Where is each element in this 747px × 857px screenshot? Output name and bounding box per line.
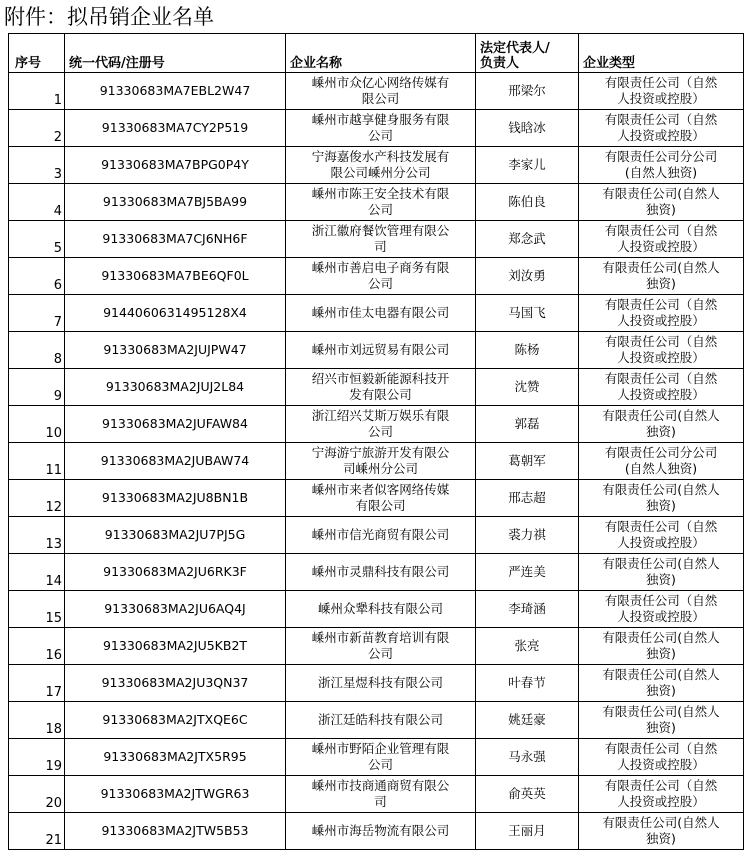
row-type: [579, 332, 744, 369]
row-name-line: 公司: [367, 646, 393, 661]
row-type: [579, 480, 744, 517]
row-type-line: 有限责任公司(自然人: [602, 815, 720, 830]
row-type-line: 有限责任公司(自然人: [602, 630, 720, 645]
row-name: [286, 591, 476, 628]
row-name-line: 嵊州市海岳物流有限公司: [311, 823, 450, 838]
row-no: 16: [9, 628, 65, 665]
row-type-line: 有限责任公司（自然: [604, 75, 718, 90]
row-rep: 王丽月: [476, 813, 579, 850]
row-code: 91330683MA2JTW5B53: [65, 813, 286, 850]
row-name-line: 嵊州市刘远贸易有限公司: [311, 342, 450, 357]
row-type-line: 独资): [646, 646, 676, 661]
row-no: 18: [9, 702, 65, 739]
row-type-line: 有限责任公司(自然人: [602, 482, 720, 497]
row-rep: 叶春节: [476, 665, 579, 702]
row-no: 13: [9, 517, 65, 554]
table-row: [9, 628, 744, 665]
row-rep: 邢志超: [476, 480, 579, 517]
row-type: [579, 554, 744, 591]
row-no: 7: [9, 295, 65, 332]
row-name-line: 嵊州市信光商贸有限公司: [311, 527, 450, 542]
row-name-line: 司: [374, 239, 387, 254]
row-rep: 邢梁尔: [476, 73, 579, 110]
row-name: [286, 369, 476, 406]
row-type-line: 有限责任公司分公司: [604, 149, 718, 164]
row-no: 2: [9, 110, 65, 147]
row-name: [286, 406, 476, 443]
table-row: [9, 258, 744, 295]
row-name-line: 绍兴市恒毅新能源科技开: [311, 371, 450, 386]
table-row: [9, 332, 744, 369]
row-no: 17: [9, 665, 65, 702]
table-row: [9, 665, 744, 702]
row-type: [579, 258, 744, 295]
row-code: 91330683MA7BPG0P4Y: [65, 147, 286, 184]
row-no: 1: [9, 73, 65, 110]
table-header-row: [9, 34, 744, 73]
row-name: [286, 73, 476, 110]
row-rep: 李琦涵: [476, 591, 579, 628]
table-row: [9, 554, 744, 591]
row-name-line: 浙江廷皓科技有限公司: [317, 712, 443, 727]
row-name-line: 有限公司: [355, 498, 406, 513]
row-rep: 葛朝军: [476, 443, 579, 480]
row-type-line: 人投资或控股）: [617, 387, 705, 402]
row-rep: 陈杨: [476, 332, 579, 369]
row-type: [579, 221, 744, 258]
row-name-line: 嵊州市众亿心网络传媒有: [311, 75, 450, 90]
row-name-line: 公司: [367, 276, 393, 291]
row-name-line: 宁海游宁旅游开发有限公: [311, 445, 450, 460]
row-no: 9: [9, 369, 65, 406]
row-type-line: 人投资或控股）: [617, 128, 705, 143]
header-rep-line1: 法定代表人/: [480, 41, 550, 56]
row-type: [579, 776, 744, 813]
row-code: 91330683MA2JU6RK3F: [65, 554, 286, 591]
header-code: 统一代码/注册号: [65, 34, 286, 73]
row-name-line: 浙江徽府餐饮管理有限公: [311, 223, 450, 238]
row-code: 91330683MA7BJ5BA99: [65, 184, 286, 221]
row-type-line: 独资): [646, 831, 676, 846]
row-type: [579, 73, 744, 110]
row-name: [286, 628, 476, 665]
row-name: [286, 665, 476, 702]
row-no: 10: [9, 406, 65, 443]
row-type-line: 有限责任公司(自然人: [602, 704, 720, 719]
row-type-line: 独资): [646, 498, 676, 513]
row-type-line: 有限责任公司(自然人: [602, 667, 720, 682]
row-type: [579, 110, 744, 147]
row-type-line: 有限责任公司（自然: [604, 371, 718, 386]
row-type: [579, 813, 744, 850]
row-name: [286, 813, 476, 850]
row-no: 19: [9, 739, 65, 776]
row-no: 20: [9, 776, 65, 813]
row-type-line: 独资): [646, 424, 676, 439]
page-title: 附件：拟吊销企业名单: [4, 5, 214, 29]
row-name-line: 司嵊州分公司: [342, 461, 418, 476]
row-no: 3: [9, 147, 65, 184]
table-row: [9, 221, 744, 258]
row-rep: 马永强: [476, 739, 579, 776]
row-name: [286, 776, 476, 813]
row-type-line: 有限责任公司（自然: [604, 778, 718, 793]
row-type-line: 人投资或控股）: [617, 535, 705, 550]
row-name: [286, 258, 476, 295]
row-code: 91330683MA2JU6AQ4J: [65, 591, 286, 628]
row-rep: 俞英英: [476, 776, 579, 813]
row-name-line: 发有限公司: [349, 387, 412, 402]
row-rep: 张亮: [476, 628, 579, 665]
row-type: [579, 443, 744, 480]
row-type: [579, 628, 744, 665]
row-type-line: 有限责任公司（自然: [604, 593, 718, 608]
row-name: [286, 517, 476, 554]
row-type-line: 有限责任公司（自然: [604, 519, 718, 534]
row-type-line: 人投资或控股）: [617, 91, 705, 106]
row-name-line: 嵊州市陈王安全技术有限: [311, 186, 450, 201]
row-code: 91330683MA2JU7PJ5G: [65, 517, 286, 554]
row-type-line: 独资): [646, 720, 676, 735]
row-code: 91330683MA2JUBAW74: [65, 443, 286, 480]
row-name: [286, 221, 476, 258]
row-type-line: 有限责任公司（自然: [604, 334, 718, 349]
row-code: 91330683MA2JUFAW84: [65, 406, 286, 443]
row-type: [579, 369, 744, 406]
table-row: [9, 147, 744, 184]
row-no: 6: [9, 258, 65, 295]
row-code: 91330683MA2JTXQE6C: [65, 702, 286, 739]
row-name-line: 嵊州市越享健身服务有限: [311, 112, 450, 127]
row-name-line: 嵊州市野陌企业管理有限: [311, 741, 450, 756]
row-name-line: 公司: [367, 757, 393, 772]
row-code: 9144060631495128X4: [65, 295, 286, 332]
row-code: 91330683MA2JU8BN1B: [65, 480, 286, 517]
row-rep: 刘汝勇: [476, 258, 579, 295]
table-row: [9, 813, 744, 850]
row-rep: 裘力祺: [476, 517, 579, 554]
row-no: 11: [9, 443, 65, 480]
row-name: [286, 739, 476, 776]
row-name: [286, 110, 476, 147]
row-type: [579, 147, 744, 184]
row-no: 14: [9, 554, 65, 591]
row-no: 5: [9, 221, 65, 258]
table-row: [9, 517, 744, 554]
table-row: [9, 406, 744, 443]
row-code: 91330683MA7BE6QF0L: [65, 258, 286, 295]
table-row: [9, 184, 744, 221]
row-type-line: 独资): [646, 276, 676, 291]
row-name-line: 司: [374, 794, 387, 809]
row-name-line: 浙江星煜科技有限公司: [317, 675, 443, 690]
table-row: [9, 369, 744, 406]
row-name: [286, 554, 476, 591]
row-name-line: 公司: [367, 424, 393, 439]
table-row: [9, 776, 744, 813]
row-type-line: 人投资或控股）: [617, 350, 705, 365]
table-row: [9, 702, 744, 739]
row-name: [286, 295, 476, 332]
row-type-line: 独资): [646, 572, 676, 587]
row-name-line: 浙江绍兴艾斯万娱乐有限: [311, 408, 450, 423]
table-body: [9, 73, 744, 850]
row-type-line: 有限责任公司(自然人: [602, 408, 720, 423]
row-name: [286, 184, 476, 221]
row-rep: 陈伯良: [476, 184, 579, 221]
row-rep: 严连美: [476, 554, 579, 591]
row-code: 91330683MA2JTX5R95: [65, 739, 286, 776]
row-type: [579, 665, 744, 702]
table-row: [9, 480, 744, 517]
row-rep: 郑念武: [476, 221, 579, 258]
row-type: [579, 517, 744, 554]
company-table: [8, 33, 744, 850]
row-name-line: 宁海嘉俊水产科技发展有: [311, 149, 450, 164]
table-row: [9, 295, 744, 332]
row-name-line: 嵊州市佳太电器有限公司: [311, 305, 450, 320]
row-no: 12: [9, 480, 65, 517]
row-type-line: 有限责任公司(自然人: [602, 186, 720, 201]
row-type: [579, 406, 744, 443]
row-name-line: 嵊州众犟科技有限公司: [317, 601, 443, 616]
row-type-line: 有限责任公司(自然人: [602, 260, 720, 275]
row-name-line: 嵊州市善启电子商务有限: [311, 260, 450, 275]
row-type: [579, 295, 744, 332]
row-code: 91330683MA7CJ6NH6F: [65, 221, 286, 258]
row-name-line: 嵊州市新苗教育培训有限: [311, 630, 450, 645]
row-no: 4: [9, 184, 65, 221]
header-no: 序号: [9, 34, 65, 73]
row-type-line: 有限责任公司（自然: [604, 223, 718, 238]
row-type-line: 人投资或控股）: [617, 794, 705, 809]
row-type-line: 有限责任公司分公司: [604, 445, 718, 460]
row-code: 91330683MA2JU3QN37: [65, 665, 286, 702]
row-type: [579, 591, 744, 628]
row-type-line: (自然人独资): [624, 461, 698, 476]
row-rep: 李家儿: [476, 147, 579, 184]
row-name: [286, 443, 476, 480]
row-no: 21: [9, 813, 65, 850]
row-code: 91330683MA2JTWGR63: [65, 776, 286, 813]
row-type-line: 独资): [646, 202, 676, 217]
row-code: 91330683MA2JUJPW47: [65, 332, 286, 369]
row-rep: 马国飞: [476, 295, 579, 332]
row-type-line: 人投资或控股）: [617, 757, 705, 772]
row-code: 91330683MA2JUJ2L84: [65, 369, 286, 406]
header-type: 企业类型: [579, 34, 744, 73]
table-row: [9, 73, 744, 110]
row-name-line: 限公司嵊州分公司: [330, 165, 431, 180]
row-type-line: 人投资或控股）: [617, 313, 705, 328]
row-type: [579, 739, 744, 776]
row-name: [286, 147, 476, 184]
row-rep: 姚廷豪: [476, 702, 579, 739]
row-type-line: 人投资或控股）: [617, 609, 705, 624]
row-type-line: 有限责任公司（自然: [604, 741, 718, 756]
row-name: [286, 702, 476, 739]
row-type-line: 有限责任公司（自然: [604, 297, 718, 312]
row-rep: 郭磊: [476, 406, 579, 443]
row-code: 91330683MA7CY2P519: [65, 110, 286, 147]
row-name-line: 嵊州市来者似客网络传媒: [311, 482, 450, 497]
row-code: 91330683MA2JU5KB2T: [65, 628, 286, 665]
row-name: [286, 332, 476, 369]
row-rep: 沈赞: [476, 369, 579, 406]
table-row: [9, 739, 744, 776]
table-row: [9, 591, 744, 628]
row-name: [286, 480, 476, 517]
row-type-line: (自然人独资): [624, 165, 698, 180]
row-type-line: 有限责任公司(自然人: [602, 556, 720, 571]
row-rep: 钱晗冰: [476, 110, 579, 147]
row-name-line: 嵊州市技商通商贸有限公: [311, 778, 450, 793]
row-no: 8: [9, 332, 65, 369]
row-name-line: 限公司: [361, 91, 400, 106]
row-type: [579, 184, 744, 221]
row-no: 15: [9, 591, 65, 628]
header-rep: [476, 34, 579, 73]
table-row: [9, 443, 744, 480]
row-type: [579, 702, 744, 739]
row-name-line: 公司: [367, 128, 393, 143]
row-type-line: 有限责任公司（自然: [604, 112, 718, 127]
row-name-line: 嵊州市灵鼎科技有限公司: [311, 564, 450, 579]
row-type-line: 独资): [646, 683, 676, 698]
row-name-line: 公司: [367, 202, 393, 217]
header-rep-line2: 负责人: [480, 56, 520, 71]
header-name: 企业名称: [286, 34, 476, 73]
row-code: 91330683MA7EBL2W47: [65, 73, 286, 110]
row-type-line: 人投资或控股）: [617, 239, 705, 254]
table-row: [9, 110, 744, 147]
